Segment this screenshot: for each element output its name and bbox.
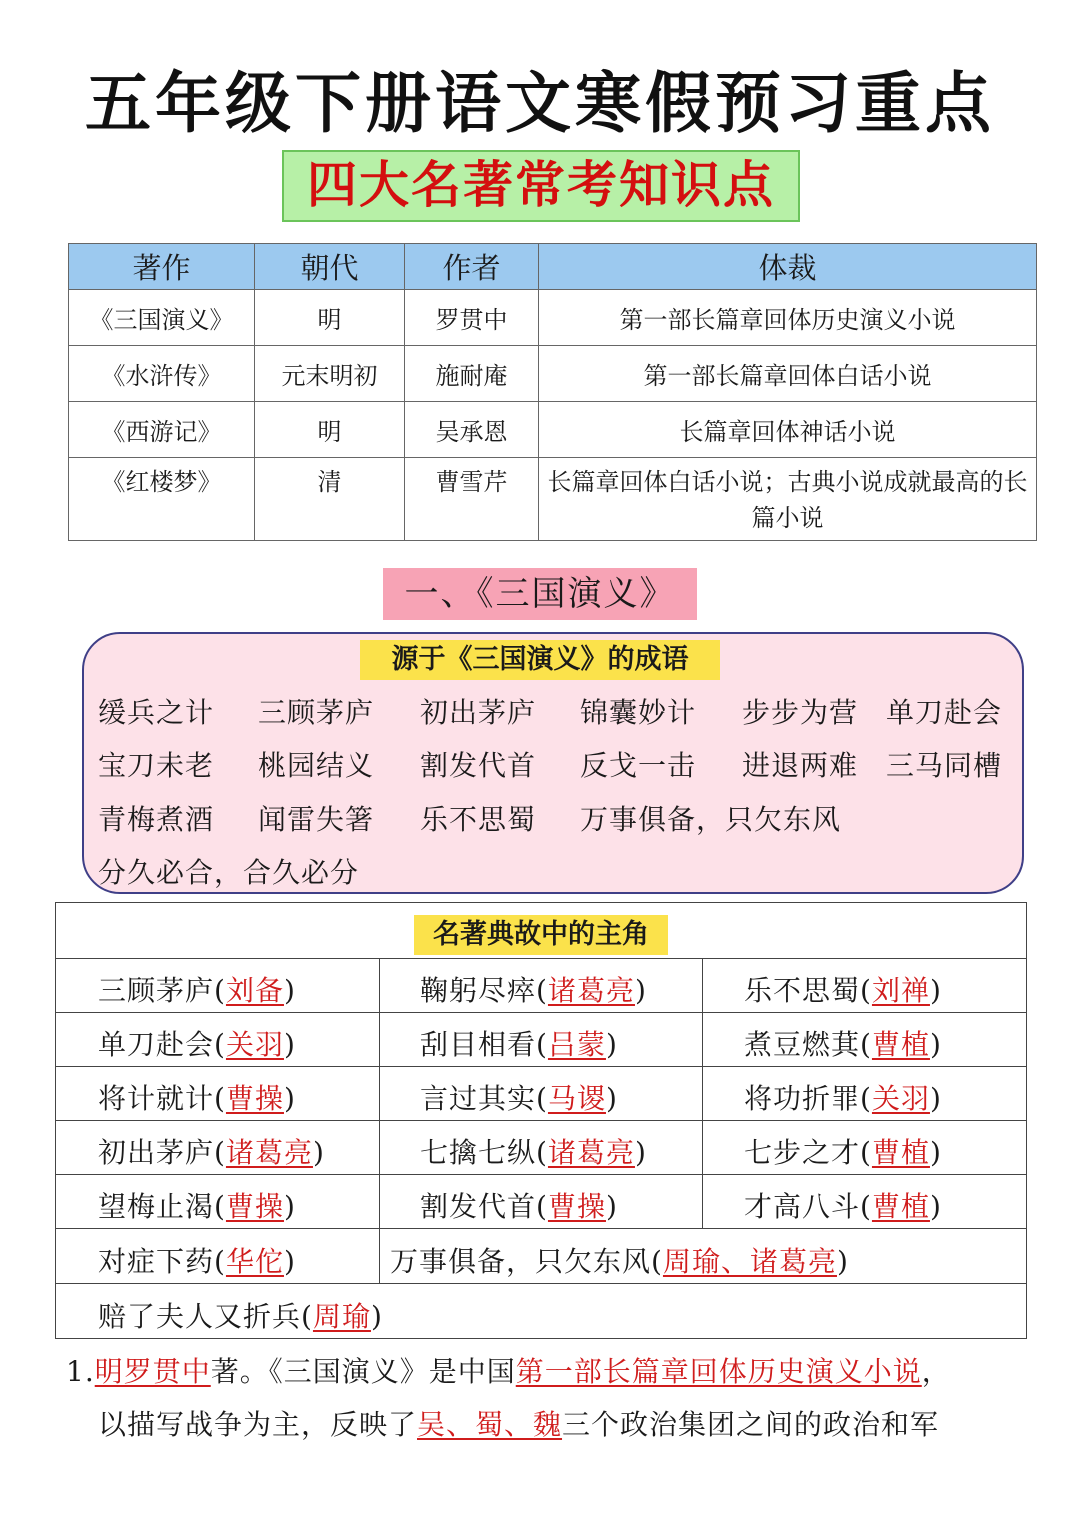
note-paragraph-line-2: 以描写战争为主，反映了吴、蜀、魏三个政治集团之间的政治和军 bbox=[98, 1408, 940, 1441]
note-paragraph-line-1: 1.明罗贯中著。《三国演义》是中国第一部长篇章回体历史演义小说， bbox=[66, 1355, 951, 1388]
idiom-item: 锦囊妙计 bbox=[580, 696, 697, 729]
idiom-item: 三马同槽 bbox=[886, 749, 1003, 782]
section-heading: 一、《三国演义》 bbox=[383, 568, 697, 620]
table-row bbox=[69, 458, 1037, 541]
idioms-title: 源于《三国演义》的成语 bbox=[360, 640, 720, 680]
answer-name: 吕蒙 bbox=[547, 1028, 606, 1061]
idiom-item: 闻雷失箸 bbox=[258, 803, 375, 836]
protagonist-cell: 言过其实(马谡) bbox=[420, 1082, 618, 1115]
idiom-item: 万事俱备，只欠东风 bbox=[580, 803, 842, 836]
answer-name: 曹植 bbox=[871, 1136, 930, 1169]
answer-name: 刘禅 bbox=[871, 974, 930, 1007]
protagonist-cell: 割发代首(曹操) bbox=[420, 1190, 618, 1223]
note-states: 吴、蜀、魏 bbox=[417, 1408, 563, 1441]
idiom-item: 青梅煮酒 bbox=[98, 803, 215, 836]
answer-name: 关羽 bbox=[225, 1028, 284, 1061]
protagonist-cell: 刮目相看(吕蒙) bbox=[420, 1028, 618, 1061]
work-cell: 《红楼梦》 bbox=[69, 458, 255, 541]
protagonist-cell: 才高八斗(曹植) bbox=[744, 1190, 942, 1223]
table-row bbox=[69, 346, 1037, 402]
author-cell: 吴承恩 bbox=[405, 402, 539, 458]
answer-name: 华佗 bbox=[225, 1245, 284, 1278]
protagonist-cell: 煮豆燃萁(曹植) bbox=[744, 1028, 942, 1061]
idiom-item: 单刀赴会 bbox=[886, 696, 1003, 729]
genre-cell: 第一部长篇章回体白话小说 bbox=[539, 346, 1037, 402]
protagonist-cell: 万事俱备，只欠东风(周瑜、诸葛亮) bbox=[390, 1245, 849, 1278]
author-cell: 罗贯中 bbox=[405, 290, 539, 346]
column-header: 体裁 bbox=[539, 244, 1037, 290]
work-cell: 《三国演义》 bbox=[69, 290, 255, 346]
page-title: 五年级下册语文寒假预习重点 bbox=[85, 65, 995, 142]
table-header-row bbox=[69, 244, 1037, 290]
protagonist-cell: 七擒七纵(诸葛亮) bbox=[420, 1136, 647, 1169]
answer-name: 周瑜 bbox=[312, 1300, 371, 1333]
protagonist-cell: 三顾茅庐(刘备) bbox=[98, 974, 296, 1007]
protagonist-cell: 乐不思蜀(刘禅) bbox=[744, 974, 942, 1007]
idiom-item: 三顾茅庐 bbox=[258, 696, 375, 729]
answer-name: 关羽 bbox=[871, 1082, 930, 1115]
dynasty-cell: 明 bbox=[255, 402, 405, 458]
answer-name: 曹植 bbox=[871, 1028, 930, 1061]
protagonist-cell: 初出茅庐(诸葛亮) bbox=[98, 1136, 325, 1169]
dynasty-cell: 明 bbox=[255, 290, 405, 346]
overview-table bbox=[68, 243, 1037, 541]
idiom-item: 割发代首 bbox=[420, 749, 537, 782]
protagonist-cell: 对症下药(华佗) bbox=[98, 1245, 296, 1278]
column-header: 著作 bbox=[69, 244, 255, 290]
page-subtitle: 四大名著常考知识点 bbox=[282, 150, 800, 222]
answer-name: 周瑜、诸葛亮 bbox=[662, 1245, 837, 1278]
author-cell: 施耐庵 bbox=[405, 346, 539, 402]
idiom-item: 乐不思蜀 bbox=[420, 803, 537, 836]
answer-name: 诸葛亮 bbox=[225, 1136, 313, 1169]
genre-cell: 长篇章回体神话小说 bbox=[539, 402, 1037, 458]
idiom-item: 缓兵之计 bbox=[98, 696, 215, 729]
work-cell: 《西游记》 bbox=[69, 402, 255, 458]
protagonist-cell: 鞠躬尽瘁(诸葛亮) bbox=[420, 974, 647, 1007]
idiom-item: 初出茅庐 bbox=[420, 696, 537, 729]
column-header: 作者 bbox=[405, 244, 539, 290]
dynasty-cell: 清 bbox=[255, 458, 405, 541]
table-row bbox=[69, 290, 1037, 346]
note-author: 明罗贯中 bbox=[94, 1355, 211, 1388]
answer-name: 马谡 bbox=[547, 1082, 606, 1115]
idiom-item: 分久必合，合久必分 bbox=[98, 856, 360, 889]
protagonist-cell: 单刀赴会(关羽) bbox=[98, 1028, 296, 1061]
idiom-item: 反戈一击 bbox=[580, 749, 697, 782]
genre-cell: 第一部长篇章回体历史演义小说 bbox=[539, 290, 1037, 346]
answer-name: 诸葛亮 bbox=[547, 974, 635, 1007]
protagonist-cell: 望梅止渴(曹操) bbox=[98, 1190, 296, 1223]
table-row bbox=[69, 402, 1037, 458]
idiom-item: 进退两难 bbox=[742, 749, 859, 782]
answer-name: 曹操 bbox=[225, 1082, 284, 1115]
protagonist-cell: 将计就计(曹操) bbox=[98, 1082, 296, 1115]
table-divider bbox=[379, 958, 380, 1284]
answer-name: 曹植 bbox=[871, 1190, 930, 1223]
note-genre: 第一部长篇章回体历史演义小说 bbox=[515, 1355, 922, 1388]
protagonists-title: 名著典故中的主角 bbox=[414, 915, 668, 955]
protagonist-cell: 将功折罪(关羽) bbox=[744, 1082, 942, 1115]
genre-cell: 长篇章回体白话小说；古典小说成就最高的长篇小说 bbox=[539, 458, 1037, 541]
idiom-item: 宝刀未老 bbox=[98, 749, 215, 782]
answer-name: 曹操 bbox=[547, 1190, 606, 1223]
protagonist-cell: 赔了夫人又折兵(周瑜) bbox=[98, 1300, 383, 1333]
dynasty-cell: 元末明初 bbox=[255, 346, 405, 402]
answer-name: 诸葛亮 bbox=[547, 1136, 635, 1169]
column-header: 朝代 bbox=[255, 244, 405, 290]
protagonist-cell: 七步之才(曹植) bbox=[744, 1136, 942, 1169]
idiom-item: 桃园结义 bbox=[258, 749, 375, 782]
author-cell: 曹雪芹 bbox=[405, 458, 539, 541]
work-cell: 《水浒传》 bbox=[69, 346, 255, 402]
answer-name: 曹操 bbox=[225, 1190, 284, 1223]
table-divider bbox=[702, 958, 703, 1228]
answer-name: 刘备 bbox=[225, 974, 284, 1007]
idiom-item: 步步为营 bbox=[742, 696, 859, 729]
